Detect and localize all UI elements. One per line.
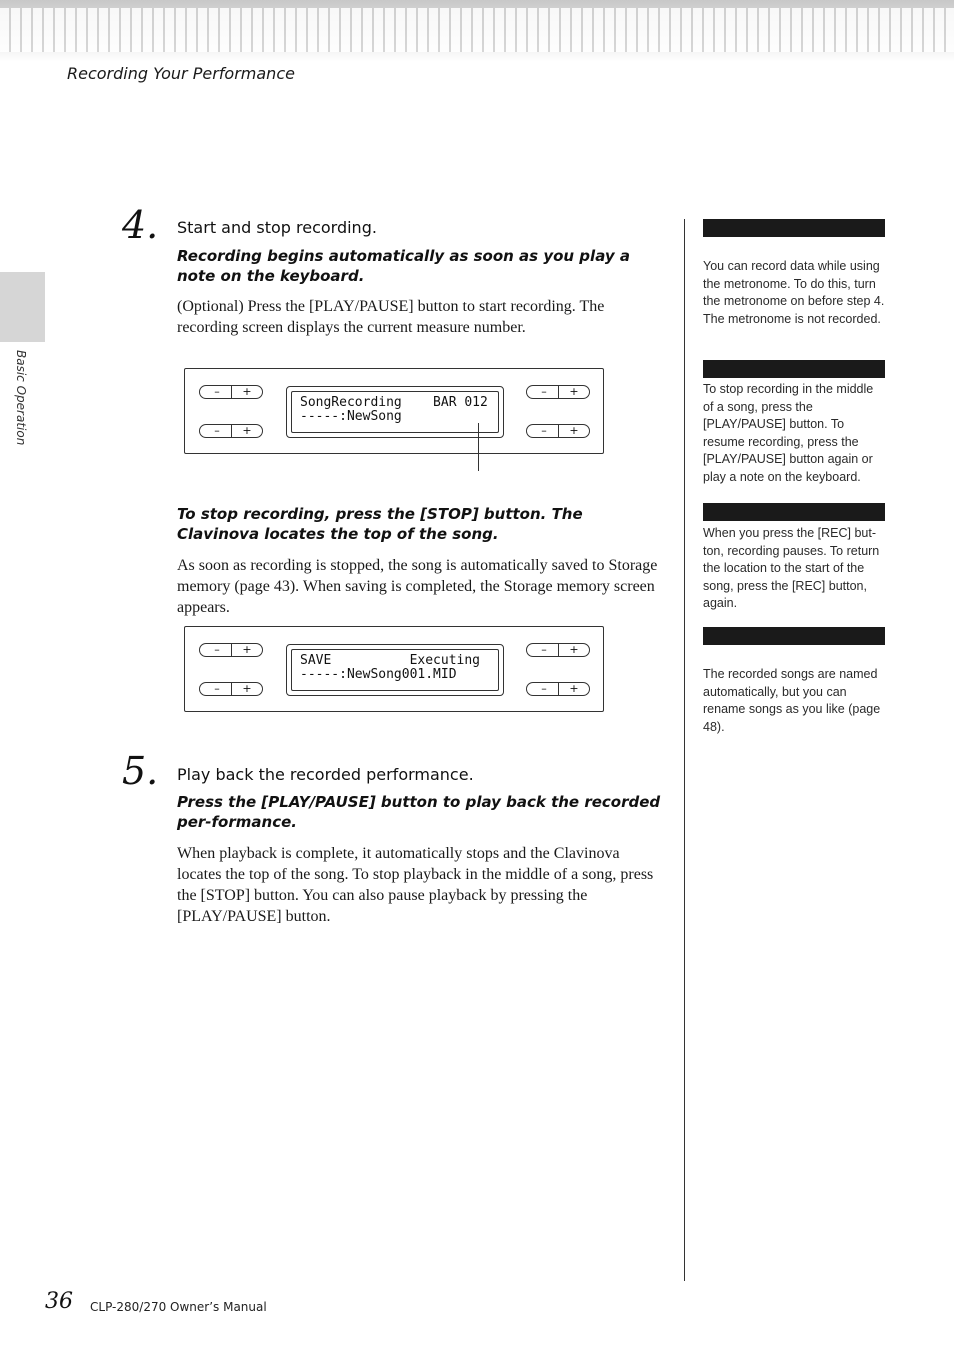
right-upper-button-pair[interactable]	[526, 643, 590, 657]
step-5-body: When playback is complete, it automatically stops and the Clavinova locates the top of the song. To stop playback in the middle of a song, press the [STOP] button. You can also pause playback by pressing the [PLAY/PAUSE] button.	[177, 845, 654, 925]
save-display-panel	[184, 626, 604, 712]
plus-button[interactable]: +	[569, 643, 579, 656]
lcd-line-1: SAVE Executing	[300, 653, 481, 668]
column-rule	[684, 219, 685, 1281]
minus-button[interactable]: –	[541, 385, 547, 398]
step-4-body: (Optional) Press the [PLAY/PAUSE] button to start recording. The recording screen displays the current measure number.	[177, 298, 605, 336]
side-tab-label: Basic Operation	[14, 350, 28, 446]
minus-button[interactable]: –	[541, 424, 547, 437]
minus-button[interactable]: –	[214, 385, 220, 398]
recording-display-panel	[184, 368, 604, 454]
lcd-screen	[291, 649, 499, 691]
note-header-bar	[703, 503, 885, 521]
manual-title: CLP-280/270 Owner’s Manual	[90, 1300, 267, 1314]
minus-button[interactable]: –	[541, 643, 547, 656]
lcd-line-2: -----:NewSong	[300, 409, 402, 424]
step-5-title: Play back the recorded performance.	[177, 765, 474, 784]
lcd-display	[286, 386, 504, 438]
lcd-line-2: -----:NewSong001.MID	[300, 667, 457, 682]
step-4-lead: Recording begins automatically as soon as you play a note on the keyboard.	[177, 247, 630, 285]
note-metronome: You can record data while using the metronome. To do this, turn the metronome on before step 4. The metronome is not recorded.	[703, 259, 885, 326]
step-4-stop-body: As soon as recording is stopped, the song is automatically saved to Storage memory (page 43). When saving is completed, the Storage memory screen appears.	[177, 557, 658, 616]
plus-button[interactable]: +	[242, 643, 252, 656]
left-lower-button-pair[interactable]	[199, 682, 263, 696]
left-upper-button-pair[interactable]	[199, 385, 263, 399]
note-stop-recording: To stop recording in the middle of a song, press the [PLAY/PAUSE] button. To resume recording, press the [PLAY/PAUSE] button again or play a note on the keyboard.	[703, 382, 874, 484]
step-5-lead: Press the [PLAY/PAUSE] button to play back the recorded per-formance.	[177, 793, 661, 831]
keyboard-pattern	[0, 8, 954, 52]
right-upper-button-pair[interactable]	[526, 385, 590, 399]
plus-button[interactable]: +	[569, 385, 579, 398]
header-keyboard-band	[0, 0, 954, 62]
plus-button[interactable]: +	[242, 424, 252, 437]
minus-button[interactable]: –	[214, 682, 220, 695]
note-header-bar	[703, 219, 885, 237]
left-upper-button-pair[interactable]	[199, 643, 263, 657]
plus-button[interactable]: +	[569, 682, 579, 695]
lcd-display	[286, 644, 504, 696]
step-5-number: 5.	[122, 749, 159, 793]
plus-button[interactable]: +	[569, 424, 579, 437]
right-lower-button-pair[interactable]	[526, 424, 590, 438]
step-4-number: 4.	[122, 203, 159, 247]
minus-button[interactable]: –	[214, 424, 220, 437]
minus-button[interactable]: –	[214, 643, 220, 656]
minus-button[interactable]: –	[541, 682, 547, 695]
side-tab	[0, 272, 45, 342]
note-rec-button: When you press the [REC] but-ton, recording pauses. To return the location to the start of the song, press the [REC] button, again.	[703, 526, 880, 610]
step-4-title: Start and stop recording.	[177, 218, 377, 237]
note-header-bar	[703, 627, 885, 645]
step-4-stop-lead: To stop recording, press the [STOP] button. The Clavinova locates the top of the song.	[177, 505, 583, 543]
bar-callout-line	[478, 423, 479, 471]
note-song-names: The recorded songs are named automatically, but you can rename songs as you like (page 48).	[703, 667, 881, 734]
lcd-line-1: SongRecording BAR 012	[300, 395, 488, 410]
note-header-bar	[703, 360, 885, 378]
plus-button[interactable]: +	[242, 385, 252, 398]
lcd-screen	[291, 391, 499, 433]
left-lower-button-pair[interactable]	[199, 424, 263, 438]
page-number: 36	[45, 1289, 73, 1314]
right-lower-button-pair[interactable]	[526, 682, 590, 696]
section-title: Recording Your Performance	[67, 64, 295, 83]
plus-button[interactable]: +	[242, 682, 252, 695]
